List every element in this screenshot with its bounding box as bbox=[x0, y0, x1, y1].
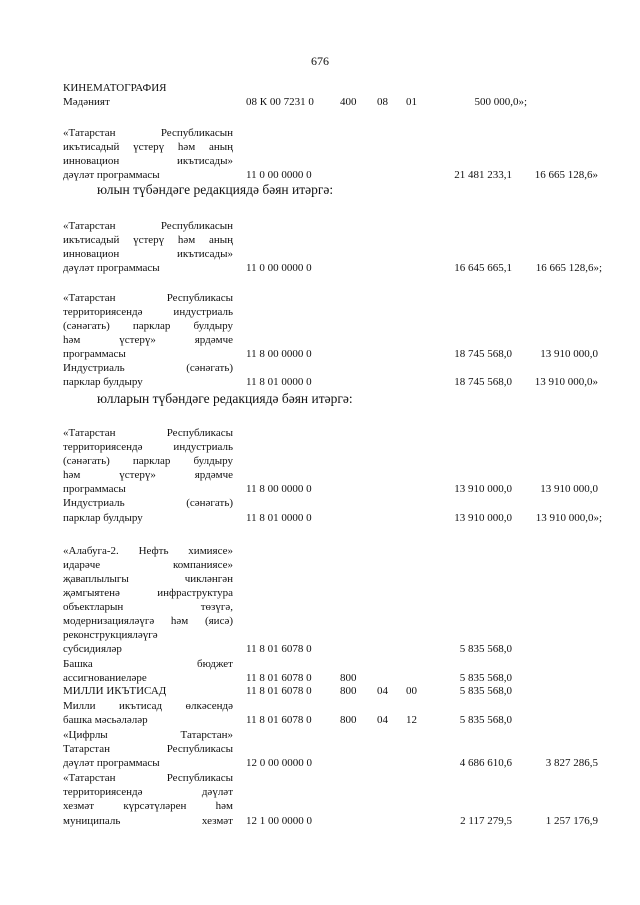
page-number: 676 bbox=[311, 54, 329, 68]
row-value1: 500 000,0»; bbox=[474, 96, 527, 108]
row-value2: 13 910 000,0 bbox=[540, 348, 598, 360]
row-desc-line: парклар булдыру bbox=[63, 512, 143, 524]
row-value1: 16 645 665,1 bbox=[454, 262, 512, 274]
instruction-text: юлларын түбәндәге редакциядә бәян итәргә: bbox=[97, 391, 353, 406]
row-code: 08 К 00 7231 0 bbox=[246, 96, 314, 108]
row-desc-line: территориясендә индустриаль bbox=[63, 306, 233, 318]
row-desc-line: икътисадый үстерү һәм аның bbox=[63, 141, 233, 153]
row-desc-line: (сәнәгать) парклар булдыру bbox=[63, 455, 233, 467]
row-col3: 00 bbox=[406, 685, 417, 697]
row-col3: 12 bbox=[406, 714, 417, 726]
row-desc-line: «Цифрлы Татарстан» bbox=[63, 729, 233, 741]
row-desc-line: җәмгыятенә инфраструктура bbox=[63, 587, 233, 599]
row-desc-line: «Алабуга-2. Нефть химиясе» bbox=[63, 545, 233, 557]
row-desc-line: территориясендә индустриаль bbox=[63, 441, 233, 453]
row-desc-line: инновацион икътисады» bbox=[63, 248, 233, 260]
row-value2: 16 665 128,6»; bbox=[535, 262, 602, 274]
row-desc-line: җаваплылыгы чикләнгән bbox=[63, 573, 233, 585]
row-col1: 800 bbox=[340, 685, 357, 697]
row-desc-line: инновацион икътисады» bbox=[63, 155, 233, 167]
row-value1: 18 745 568,0 bbox=[454, 376, 512, 388]
row-desc-line: реконструкцияләүгә bbox=[63, 629, 158, 641]
row-value1: 5 835 568,0 bbox=[459, 714, 512, 726]
row-desc-line: Башка бюджет bbox=[63, 658, 233, 670]
row-value2: 13 910 000,0»; bbox=[535, 512, 602, 524]
row-code: 11 8 00 0000 0 bbox=[246, 348, 312, 360]
row-col1: 800 bbox=[340, 714, 357, 726]
row-code: 11 8 01 0000 0 bbox=[246, 376, 312, 388]
row-col2: 04 bbox=[377, 685, 388, 697]
row-desc-line: хезмәт күрсәтүләрен һәм bbox=[63, 800, 233, 812]
row-col2: 08 bbox=[377, 96, 388, 108]
row-desc-line: «Татарстан Республикасы bbox=[63, 292, 233, 304]
row-value1: 2 117 279,5 bbox=[460, 815, 512, 827]
row-desc-line: Индустриаль (сәнәгать) bbox=[63, 362, 233, 374]
row-value2: 16 665 128,6» bbox=[534, 169, 598, 181]
row-desc-line: ассигнованиеләре bbox=[63, 672, 147, 684]
row-col1: 800 bbox=[340, 672, 357, 684]
row-desc-line: «Татарстан Республикасы bbox=[63, 772, 233, 784]
row-desc-line: икътисадый үстерү һәм аның bbox=[63, 234, 233, 246]
row-value1: 13 910 000,0 bbox=[454, 483, 512, 495]
row-col2: 04 bbox=[377, 714, 388, 726]
row-desc-line: программасы bbox=[63, 348, 126, 360]
row-desc-line: дәүләт программасы bbox=[63, 757, 160, 769]
row-desc-line: «Татарстан Республикасын bbox=[63, 220, 233, 232]
row-code: 11 8 00 0000 0 bbox=[246, 483, 312, 495]
row-desc-line: Татарстан Республикасы bbox=[63, 743, 233, 755]
row-desc-line: һәм үстерү» ярдәмче bbox=[63, 334, 233, 346]
row-code: 12 0 00 0000 0 bbox=[246, 757, 312, 769]
row-code: 11 8 01 6078 0 bbox=[246, 643, 312, 655]
row-desc-line: дәүләт программасы bbox=[63, 169, 160, 181]
row-desc-line: идарәче компаниясе» bbox=[63, 559, 233, 571]
row-value1: 4 686 610,6 bbox=[459, 757, 512, 769]
row-code: 11 8 01 0000 0 bbox=[246, 512, 312, 524]
row-desc-line: һәм үстерү» ярдәмче bbox=[63, 469, 233, 481]
row-value2: 1 257 176,9 bbox=[545, 815, 598, 827]
section-heading: КИНЕМАТОГРАФИЯ bbox=[63, 82, 167, 94]
row-desc-line: «Татарстан Республикасы bbox=[63, 427, 233, 439]
row-desc-line: субсидияләр bbox=[63, 643, 122, 655]
row-desc-line: башка мәсьәләләр bbox=[63, 714, 148, 726]
row-value1: 21 481 233,1 bbox=[454, 169, 512, 181]
row-value1: 5 835 568,0 bbox=[459, 685, 512, 697]
row-code: 11 0 00 0000 0 bbox=[246, 169, 312, 181]
row-value2: 3 827 286,5 bbox=[545, 757, 598, 769]
row-value2: 13 910 000,0» bbox=[534, 376, 598, 388]
row-code: 12 1 00 0000 0 bbox=[246, 815, 312, 827]
row-value1: 18 745 568,0 bbox=[454, 348, 512, 360]
row-description: МИЛЛИ ИКЪТИСАД bbox=[63, 685, 167, 697]
row-code: 11 8 01 6078 0 bbox=[246, 672, 312, 684]
row-desc-line: Милли икътисад өлкәсендә bbox=[63, 700, 233, 712]
row-desc-line: территориясендә дәүләт bbox=[63, 786, 233, 798]
row-col1: 400 bbox=[340, 96, 357, 108]
row-desc-line: дәүләт программасы bbox=[63, 262, 160, 274]
row-desc-line: модернизацияләүгә һәм (яисә) bbox=[63, 615, 233, 627]
row-value1: 5 835 568,0 bbox=[459, 643, 512, 655]
row-desc-line: Индустриаль (сәнәгать) bbox=[63, 497, 233, 509]
row-desc-line: муниципаль хезмәт bbox=[63, 815, 233, 827]
instruction-text: юлын түбәндәге редакциядә бәян итәргә: bbox=[97, 182, 334, 197]
row-col3: 01 bbox=[406, 96, 417, 108]
row-code: 11 8 01 6078 0 bbox=[246, 685, 312, 697]
row-desc-line: объектларын төзүгә, bbox=[63, 601, 233, 613]
row-code: 11 8 01 6078 0 bbox=[246, 714, 312, 726]
row-value1: 13 910 000,0 bbox=[454, 512, 512, 524]
row-value1: 5 835 568,0 bbox=[459, 672, 512, 684]
row-desc-line: парклар булдыру bbox=[63, 376, 143, 388]
row-desc-line: «Татарстан Республикасын bbox=[63, 127, 233, 139]
row-value2: 13 910 000,0 bbox=[540, 483, 598, 495]
row-desc-line: программасы bbox=[63, 483, 126, 495]
row-desc-line: (сәнәгать) парклар булдыру bbox=[63, 320, 233, 332]
row-code: 11 0 00 0000 0 bbox=[246, 262, 312, 274]
row-description: Мәдәният bbox=[63, 96, 110, 108]
